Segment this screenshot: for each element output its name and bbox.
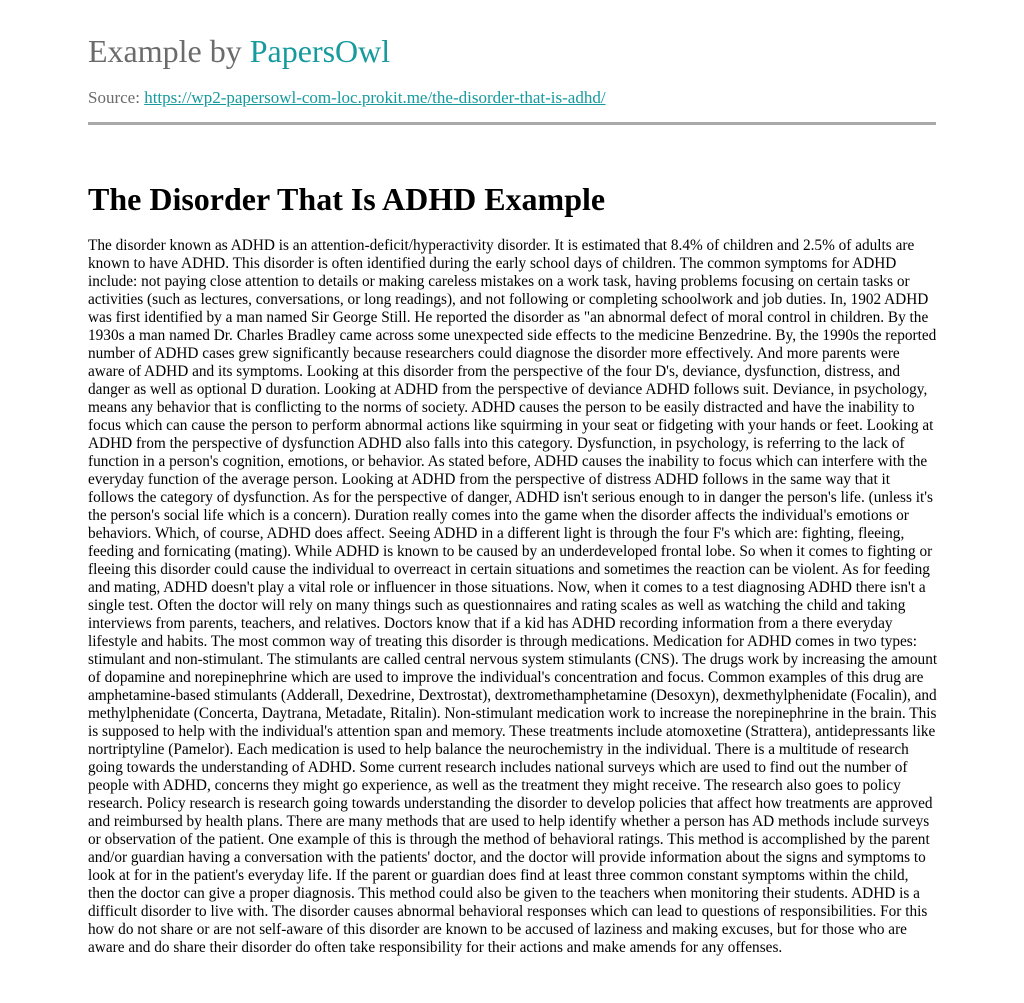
article-body: The disorder known as ADHD is an attention-deficit/hyperactivity disorder. It is estimated that 8.4% of children and 2.5% of adults are known to have ADHD. This disorder is often identified during the early school days of children. The common symptoms for ADHD include: not paying close attention to details or making careless mistakes on a work task, having problems focusing on certain tasks or activities (such as lectures, conversations, or long readings), and not following or completing schoolwork and job duties. In, 1902 ADHD was first identified by a man named Sir George Still. He reported the disorder as "an abnormal defect of moral control in children. By the 1930s a man named Dr. Charles Bradley came across some unexpected side effects to the medicine Benzedrine. By, the 1990s the reported number of ADHD cases grew significantly because researchers could diagnose the disorder more effectively. And more parents were aware of ADHD and its symptoms. Looking at this disorder from the perspective of the four D's, deviance, dysfunction, distress, and danger as well as optional D duration. Looking at ADHD from the perspective of deviance ADHD follows suit. Deviance, in psychology, means any behavior that is conflicting to the norms of society. ADHD causes the person to be easily distracted and have the inability to focus which can cause the person to perform abnormal actions like squirming in your seat or fidgeting with your hands or feet. Looking at ADHD from the perspective of dysfunction ADHD also falls into this category. Dysfunction, in psychology, is referring to the lack of function in a person's cognition, emotions, or behavior. As stated before, ADHD causes the inability to focus which can interfere with the everyday function of the average person. Looking at ADHD from the perspective of distress ADHD follows in the same way that it follows the category of dysfunction. As for the perspective of danger, ADHD isn't serious enough to in danger the person's life. (unless it's the person's social life which is a concern). Duration really comes into the game when the disorder affects the individual's emotions or behaviors. Which, of course, ADHD does affect. Seeing ADHD in a different light is through the four F's which are: fighting, fleeing, feeding and fornicating (mating). While ADHD is known to be caused by an underdeveloped frontal lobe. So when it comes to fighting or fleeing this disorder could cause the individual to overreact in certain situations and sometimes the reaction can be violent. As for feeding and mating, ADHD doesn't play a vital role or influencer in those situations. Now, when it comes to a test diagnosing ADHD there isn't a single test. Often the doctor will rely on many things such as questionnaires and rating scales as well as watching the child and taking interviews from parents, teachers, and relatives. Doctors know that if a kid has ADHD recording information from a there everyday lifestyle and habits. The most common way of treating this disorder is through medications. Medication for ADHD comes in two types: stimulant and non-stimulant. The stimulants are called central nervous system stimulants (CNS). The drugs work by increasing the amount of dopamine and norepinephrine which are used to improve the individual's concentration and focus. Common examples of this drug are amphetamine-based stimulants (Adderall, Dexedrine, Dextrostat), dextromethamphetamine (Desoxyn), dexmethylphenidate (Focalin), and methylphenidate (Concerta, Daytrana, Metadate, Ritalin). Non-stimulant medication work to increase the norepinephrine in the brain. This is supposed to help with the individual's attention span and memory. These treatments include atomoxetine (Strattera), antidepressants like nortriptyline (Pamelor). Each medication is used to help balance the neurochemistry in the individual. There is a multitude of research going towards the understanding of ADHD. Some current research includes national surveys which are used to find out the number of people with ADHD, concerns they might go experience, as well as the treatment they might receive. The research also goes to policy research. Policy research is research going towards understanding the disorder to develop policies that affect how treatments are approved and reimbursed by health plans. There are many methods that are used to help identify whether a person has AD methods include surveys or observation of the patient. One example of this is through the method of behavioral ratings. This method is accomplished by the parent and/or guardian having a conversation with the patients' doctor, and the doctor will provide information about the signs and symptoms to look at for in the patient's everyday life. If the parent or guardian does find at least three common constant symptoms within the child, then the doctor can give a proper diagnosis. This method could also be given to the teachers when monitoring their students. ADHD is a difficult disorder to live with. The disorder causes abnormal behavioral responses which can lead to questions of responsibilities. For this how do not share or are not self-aware of this disorder are known to be accused of laziness and making excuses, but for those who are aware and do share their disorder do often take responsibility for their actions and make amends for any offenses. bbox=[88, 237, 938, 956]
header-divider bbox=[88, 122, 936, 125]
page-container bbox=[88, 0, 936, 957]
source-line bbox=[88, 88, 936, 108]
source-link[interactable]: https://wp2-papersowl-com-loc.prokit.me/the-disorder-that-is-adhd/ bbox=[144, 88, 606, 107]
source-label: Source: bbox=[88, 88, 145, 107]
brand-name-link[interactable]: PapersOwl bbox=[249, 33, 391, 69]
brand-prefix: Example by bbox=[88, 33, 250, 69]
brand-header bbox=[88, 33, 936, 69]
page-title: The Disorder That Is ADHD Example bbox=[88, 181, 606, 217]
